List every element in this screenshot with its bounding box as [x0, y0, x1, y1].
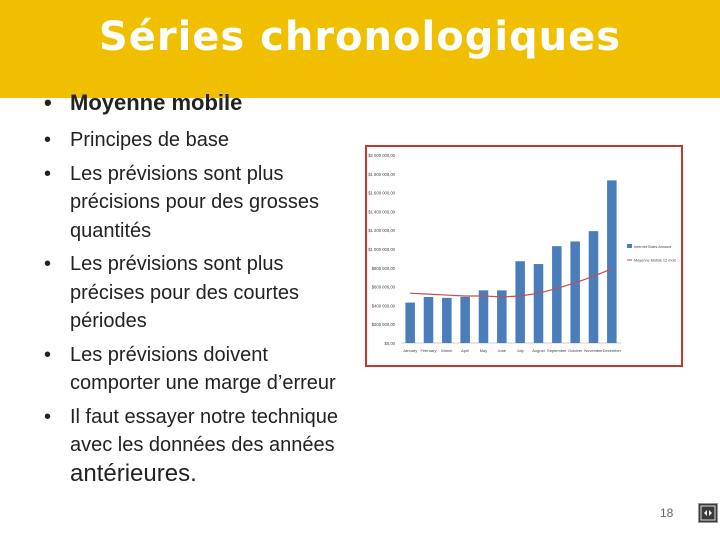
line-series — [410, 269, 612, 297]
y-tick-label: $1 000 000,00 — [368, 247, 395, 252]
x-tick-label: April — [461, 348, 470, 353]
y-tick-label: $200 000,00 — [371, 322, 395, 328]
bar — [424, 297, 434, 343]
bar — [570, 241, 580, 343]
bullet-text-large: antérieures. — [70, 459, 197, 487]
bar — [515, 261, 525, 343]
bar — [497, 290, 507, 343]
bullet-icon: • — [44, 405, 52, 428]
y-tick-label: $800 000,00 — [371, 265, 395, 271]
y-tick-label: $1 600 000,00 — [368, 190, 395, 196]
bullet-item — [44, 126, 344, 155]
y-tick-label: $600 000,00 — [371, 284, 395, 290]
slide-nav-icon[interactable] — [698, 503, 718, 523]
bullet-icon: • — [44, 129, 52, 151]
x-tick-label: December — [602, 348, 622, 353]
y-tick-label: $1 200 000,00 — [368, 228, 395, 234]
bullet-icon: • — [44, 253, 52, 275]
x-tick-label: October — [568, 348, 583, 353]
legend-label: Internet Sales Amount — [634, 245, 672, 249]
bar — [534, 264, 544, 343]
bullet-icon: • — [44, 343, 52, 366]
bullet-item — [44, 341, 344, 398]
slide-title: Séries chronologiques — [98, 14, 622, 60]
x-tick-label: January — [403, 348, 418, 353]
bar — [405, 303, 415, 343]
bar — [442, 298, 452, 343]
x-tick-label: November — [584, 348, 603, 353]
bar — [479, 290, 489, 343]
bullet-text: Il faut essayer notre technique avec les données des années — [70, 405, 338, 456]
bullet-item — [44, 403, 344, 490]
y-tick-label: $400 000,00 — [371, 303, 395, 309]
page-number: 18 — [660, 506, 674, 520]
legend-label: Moyenne Mobile 12 mois — [634, 258, 677, 263]
chart — [367, 147, 681, 365]
y-tick-label: $1 400 000,00 — [368, 209, 395, 215]
bullet-text: Les prévisions sont plus précisions pour des grosses quantités — [70, 162, 320, 242]
bullet-icon: • — [44, 90, 52, 115]
bullet-item — [44, 160, 344, 246]
bar — [607, 180, 617, 343]
x-tick-label: August — [532, 348, 545, 353]
x-tick-label: March — [441, 348, 453, 353]
bar — [552, 246, 562, 343]
bullet-text: Les prévisions doivent comporter une marge d’erreur — [70, 343, 336, 394]
bullet-text: Les prévisions sont plus précises pour des courtes périodes — [70, 253, 300, 332]
y-tick-label: $1 800 000,00 — [368, 171, 395, 177]
y-tick-label: $0,00 — [384, 341, 395, 346]
x-tick-label: February — [420, 348, 437, 353]
bar — [460, 297, 470, 343]
nav-arrows-icon — [700, 505, 716, 521]
x-tick-label: June — [497, 348, 507, 353]
legend-swatch — [627, 244, 632, 248]
bullet-item — [44, 250, 344, 336]
bar — [589, 231, 599, 343]
y-tick-label: $2 000 000,00 — [368, 153, 395, 158]
subtitle: Moyenne mobile — [70, 90, 243, 115]
x-tick-label: May — [479, 348, 488, 353]
bullet-list — [44, 126, 344, 494]
x-tick-label: September — [547, 348, 567, 353]
bullet-text: Principes de base — [70, 129, 229, 151]
chart-frame — [365, 145, 683, 367]
bullet-icon: • — [44, 162, 52, 185]
x-tick-label: July — [516, 348, 524, 353]
